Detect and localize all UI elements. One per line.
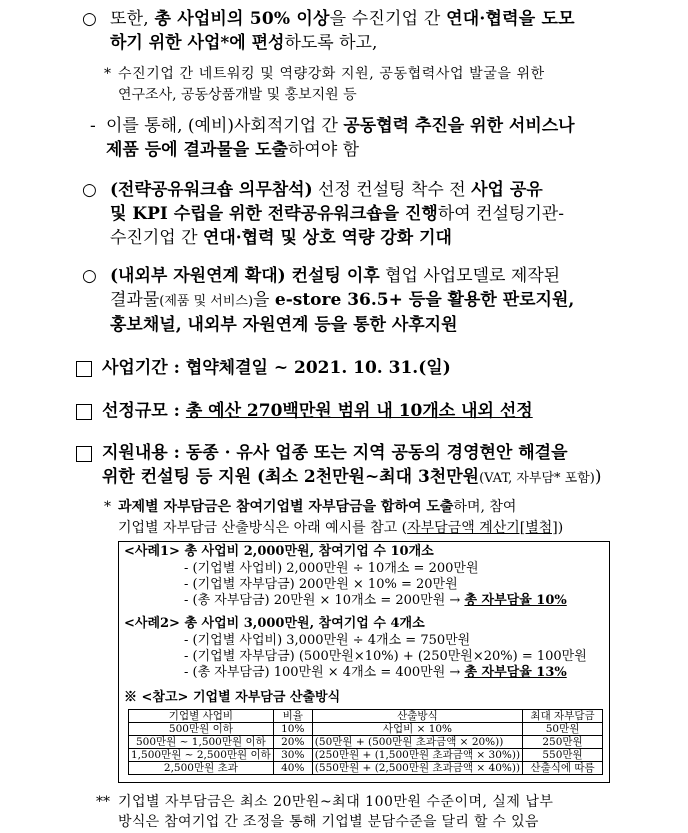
table-cell: 10% [273, 723, 312, 736]
scale-value: 총 예산 270백만원 범위 내 10개소 내외 선정 [185, 401, 533, 421]
p2-line2 [106, 139, 359, 161]
text-small: (제품 및 서비스) [159, 294, 254, 309]
p3-line1 [110, 179, 543, 201]
p4-line1 [110, 265, 560, 287]
p3-line2 [110, 203, 564, 225]
text-bold: 연대·협력을 도모 [446, 9, 575, 29]
text: 또한, [110, 9, 155, 29]
p4-line2 [110, 289, 574, 313]
table-header: 최대 자부담금 [523, 710, 603, 723]
support-line2 [102, 466, 601, 490]
table-header: 비율 [273, 710, 312, 723]
table-cell: (550만원 + (2,500만원 초과금액 × 40%)) [312, 762, 522, 775]
table-header: 산출방식 [312, 710, 522, 723]
case1-title: <사례1> 총 사업비 2,000만원, 참여기업 수 10개소 [124, 544, 434, 559]
note1-line1: 수진기업 간 네트워킹 및 역량강화 지원, 공동협력사업 발굴을 위한 [118, 66, 545, 82]
text: 을 [253, 290, 275, 310]
text: - (총 자부담금) 20만원 × 10개소 = 200만원 → [184, 593, 465, 608]
table-row [129, 749, 603, 762]
table-cell: 40% [273, 762, 312, 775]
table-cell: 500만원 이하 [129, 723, 274, 736]
case2-row3 [184, 664, 567, 681]
case1-row2: - (기업별 자부담금) 200만원 × 10% = 20만원 [184, 577, 458, 592]
text-bold: (최소 2천만원~최대 3천만원 [251, 467, 480, 487]
note3-line2: 방식은 참여기업 간 조정을 통해 기업별 분담수준을 달리 할 수 있음 [118, 814, 539, 830]
checkbox-square [76, 404, 92, 420]
table-cell: 산출식에 따름 [523, 762, 603, 775]
text-bold: 공동협력 추진을 위한 서비스나 [343, 116, 575, 136]
period-line [102, 357, 451, 379]
table-row [129, 762, 603, 775]
table-header-row [129, 710, 603, 723]
note-star: * [104, 66, 111, 82]
checkbox-square [76, 446, 92, 462]
case1-ratio: 총 자부담율 10% [464, 593, 567, 608]
note3-line1: 기업별 자부담금은 최소 20만원~최대 100만원 수준이며, 실제 납부 [118, 794, 554, 810]
case2-title: <사례2> 총 사업비 3,000만원, 참여기업 수 4개소 [124, 616, 425, 631]
table-cell: 2,500만원 초과 [129, 762, 274, 775]
text-bold: 과제별 자부담금은 참여기업별 자부담금을 합하여 도출 [118, 499, 454, 515]
text: 결과물 [110, 290, 160, 310]
text: - (총 자부담금) 100만원 × 4개소 = 400만원 → [184, 665, 465, 680]
p4-line3: 홍보채널, 내외부 자원연계 등을 통한 사후지원 [110, 315, 458, 335]
case2-row1: - (기업별 사업비) 3,000만원 ÷ 4개소 = 750만원 [184, 633, 471, 648]
period-value: 협약체결일 ~ 2021. 10. 31.(일) [185, 358, 451, 378]
text: 하여야 함 [287, 140, 360, 160]
text-bold: e-store 36.5+ 등을 활용한 판로지원, [274, 290, 575, 310]
text-bold: 하기 위한 사업*에 편성 [110, 33, 285, 53]
ratio-table [128, 709, 603, 775]
p3-line3 [110, 227, 452, 249]
p2-line1 [106, 115, 575, 137]
text: 기업별 자부담금 산출방식은 아래 예시를 참고 ( [118, 520, 408, 536]
p1-line2 [110, 32, 377, 54]
support-label: 지원내용 : [102, 443, 186, 463]
scale-label: 선정규모 : [102, 401, 186, 421]
case1-row3 [184, 592, 567, 609]
text-bold: (내외부 자원연계 확대) 컨설팅 이후 [110, 266, 380, 286]
calculator-link[interactable]: 자부담금액 계산기[별첨] [407, 520, 558, 536]
text-bold: 제품 등에 결과물을 도출 [106, 140, 288, 160]
table-cell: 50만원 [523, 723, 603, 736]
support-line1 [102, 442, 568, 464]
bullet-circle: ○ [82, 9, 97, 29]
table-cell: 20% [273, 736, 312, 749]
case2-ratio: 총 자부담율 13% [464, 665, 567, 680]
text: ) [557, 520, 564, 536]
text-bold: 총 사업비의 50% 이상 [154, 9, 330, 29]
text: 하도록 하고, [284, 33, 378, 53]
scale-line [102, 400, 533, 422]
table-cell: 550만원 [523, 749, 603, 762]
checkbox-square [76, 361, 92, 377]
support-value: 동종 · 유사 업종 또는 지역 공동의 경영현안 해결을 [185, 443, 568, 463]
table-cell: 1,500만원 ~ 2,500만원 이하 [129, 749, 274, 762]
table-cell: (250만원 + (1,500만원 초과금액 × 30%)) [312, 749, 522, 762]
text-bold: 및 KPI 수립을 위한 전략공유워크숍을 진행 [110, 204, 438, 224]
table-cell: 사업비 × 10% [312, 723, 522, 736]
text: 을 수진기업 간 [329, 9, 447, 29]
text-bold: (전략공유워크숍 의무참석) [110, 180, 313, 200]
text: 이를 통해, (예비)사회적기업 간 [106, 116, 344, 136]
text: 수진기업 간 [110, 228, 203, 248]
note-double-star: ** [96, 794, 110, 810]
note-star: * [104, 499, 111, 515]
text: 선정 컨설팅 착수 전 [312, 180, 472, 200]
period-label: 사업기간 : [102, 358, 186, 378]
text: 하며, 참여 [453, 499, 517, 515]
text-small: (VAT, 자부담* 포함) [479, 471, 595, 486]
text: 협업 사업모델로 제작된 [379, 266, 561, 286]
table-row [129, 736, 603, 749]
note1-line2: 연구조사, 공동상품개발 및 홍보지원 등 [118, 87, 357, 103]
note2-line1 [118, 497, 516, 517]
table-cell: 30% [273, 749, 312, 762]
case1-row1: - (기업별 사업비) 2,000만원 ÷ 10개소 = 200만원 [184, 561, 479, 576]
bullet-circle: ○ [82, 180, 97, 200]
table-row [129, 723, 603, 736]
table-header: 기업별 사업비 [129, 710, 274, 723]
case2-row2: - (기업별 자부담금) (500만원×10%) + (250만원×20%) = 100만원 [184, 649, 587, 664]
bullet-circle: ○ [82, 266, 97, 286]
text: 하여 컨설팅기관- [437, 204, 564, 224]
p1-line1 [110, 8, 575, 30]
note2-line2 [118, 518, 563, 538]
text-bold: 연대·협력 및 상호 역량 강화 기대 [202, 228, 452, 248]
text-bold: 위한 컨설팅 등 지원 [102, 467, 252, 487]
text: ) [594, 467, 602, 487]
table-cell: 500만원 ~ 1,500만원 이하 [129, 736, 274, 749]
reference-title: ※ <참고> 기업별 자부담금 산출방식 [124, 690, 341, 705]
table-cell: 250만원 [523, 736, 603, 749]
table-cell: (50만원 + (500만원 초과금액 × 20%)) [312, 736, 522, 749]
dash-marker: - [90, 116, 96, 136]
text-bold: 사업 공유 [471, 180, 543, 200]
